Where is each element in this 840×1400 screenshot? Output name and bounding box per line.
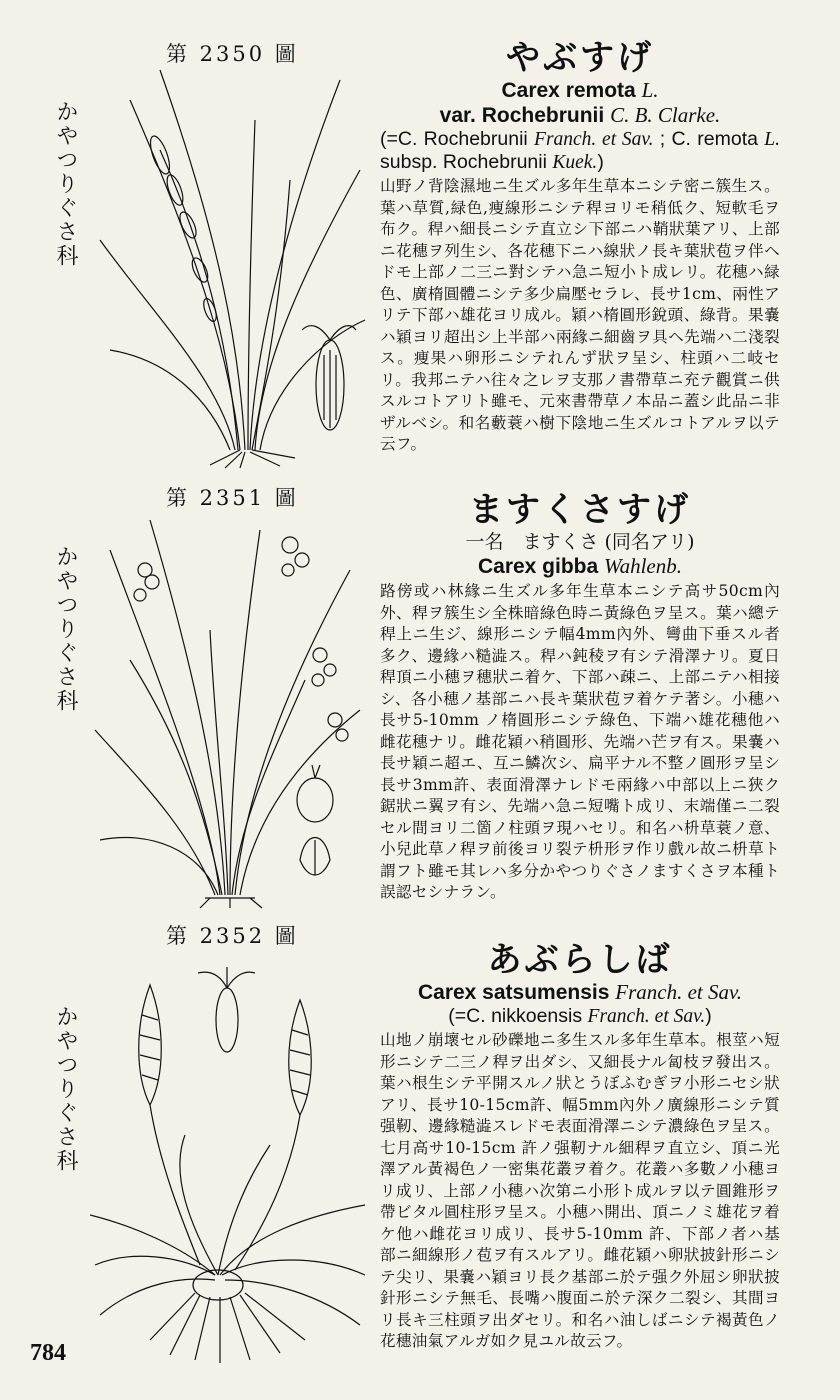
japanese-name: あぶらしば [487,940,673,980]
synonyms [380,128,780,174]
synonym-name: subsp. Rochebrunii [380,151,547,173]
entry-text [380,490,780,904]
scientific-name-author: Franch. et Sav. [615,980,743,1004]
description: 路傍或ハ林緣ニ生ズル多年生草本ニシテ高サ50cm內外、稈ヲ簇生シ全株暗綠色時ニ黃綠色ヲ呈ス。葉ハ總テ稈上ニ生ジ、線形ニシテ幅4mm內外、彎曲下垂スル者多ク、邊緣ハ糙澁ス。稈ハ鈍稜ヲ有シテ滑澤ナリ。夏日稈頂ニ小穗ヲ穗狀ニ着ケ、下部ハ疎ニ、上部ニテハ相接シ、各小穗ノ基部ニハ長キ葉狀苞ヲ着ケテ著シ。小穗ハ長サ5-10mm ノ楕圓形ニシテ綠色、下端ハ雄花穗他ハ雌花穗ナリ。雌花穎ハ稍圓形、先端ハ芒ヲ有ス。果嚢ハ長サ穎ニ超エ、互ニ鱗次シ、扁平ナル不整ノ圓形ヲ呈シ長サ3mm許、表面滑澤ナレドモ兩緣ハ中部以上ニ狹ク鋸狀ニ翼ヲ有シ、先端ハ急ニ短嘴ト成リ、末端僅ニ二裂セル間ヨリ二箇ノ柱頭ヲ現ハセリ。和名ハ枡草蓑ノ意、小兒此草ノ稈ヲ前後ヨリ裂テ枡形ヲ作リ戲ル故ニ枡草ト謂フト雖モ其レハ多分かやつりぐさノますくさヲ本種ト誤認セシナラン。 [380,582,781,901]
entry-2351 [0,470,840,910]
family-label: かやつりぐさ科 [53,1005,78,1173]
entry-2350 [0,0,840,470]
page-number: 784 [30,1340,66,1366]
synonym-author: Kuek. [552,152,598,173]
synonym-close: ) [705,1005,712,1027]
figure-label: 第 2350 圖 [166,42,299,66]
synonym-name: (=C. nikkoensis [448,1005,583,1027]
scientific-name-text: Carex remota [501,79,636,102]
synonym-close: ) [597,151,604,173]
entry-text [380,940,780,1353]
figure-label: 第 2352 圖 [166,924,299,948]
japanese-name: ますくさすげ [469,490,691,530]
synonyms [380,1005,780,1028]
description: 山野ノ背陰濕地ニ生ズル多年生草本ニシテ密ニ簇生ス。葉ハ草質,緑色,痩線形ニシテ稈ヨリモ稍低ク、短軟毛ヲ布ク。稈ハ細長ニシテ直立シ下部ニハ鞘狀葉アリ、上部ニ花穗ヲ列生シ、各花穗下ニハ線狀ノ長キ葉狀苞ヲ伴ヘドモ上部ノ二三ニ對シテハ急ニ短小ト成レリ。花穗ハ緑色、廣楕圓體ニシテ多少扁壓セラレ、長サ1cm、兩性アリテ下部ハ雄花ヨリ成ル。穎ハ楕圓形銳頭、綠背。果嚢ハ穎ヨリ超出シ上半部ハ兩緣ニ細齒ヲ具ヘ先端ハ二淺裂ス。痩果ハ卵形ニシテれんず狀ヲ呈シ、柱頭ハ二岐セリ。我邦ニテハ往々之レヲ支那ノ書帶草ニ充テ觀賞ニ供スルコトアリト雖モ、元來書帶草ノ本品ニ蓋シ此品ニ非ザルベシ。和名藪蓑ハ樹下陰地ニ生ズルコトアルヲ以テ云フ。 [380,177,780,453]
synonym-author: Franch. et Sav. [587,1006,706,1027]
scientific-name-author: Wahlenb. [604,554,683,578]
entry-2352 [0,910,840,1370]
synonym-name: (=C. Rochebrunii [380,128,528,150]
synonym-name: ; C. remota [659,128,758,150]
plant-illustration [90,510,370,910]
variety-name-author: C. B. Clarke. [610,103,721,127]
plant-illustration [90,945,370,1365]
variety-name-text: var. Rochebrunii [439,104,605,127]
synonym-author: L. [764,129,780,150]
entry-text [380,38,780,456]
scientific-name [380,78,780,103]
scientific-name-text: Carex gibba [477,555,599,578]
scientific-name-text: Carex satsumensis [417,981,610,1004]
plant-illustration [90,60,370,470]
scientific-name [380,980,780,1005]
description: 山地ノ崩壞セル砂礫地ニ多生スル多年生草本。根莖ハ短形ニシテ二三ノ稈ヲ出ダシ、又細長ナル匐枝ヲ發出ス。葉ハ根生シテ平開スルノ狀とうぼふむぎヲ小形ニセシ狀アリ、長サ10-15cm許、幅5mm內外ノ廣線形ニシテ質强靭、邊緣糙澁スレドモ表面滑澤ニシテ濃綠色ヲ呈ス。七月高サ10-15cm 許ノ强靭ナル細稈ヲ直立シ、頂ニ光澤アル黃褐色ノ一密集花叢ヲ着ク。花叢ハ多數ノ小穗ヨリ成リ、上部ノ小穗ハ次第ニ小形ト成ルヲ以テ圓錐形ヲ帶ビタル圓柱形ヲ呈ス。小穗ハ開出、頂ニノミ雄花ヲ着ケ他ハ雌花ヨリ成リ、長サ5-10mm 許、下部ノ者ハ基部ニ細線形ノ苞ヲ有スルアリ。雌花穎ハ卵狀披針形ニシテ尖リ、果嚢ハ穎ヨリ長ク基部ニ於テ强ク外屈シ卵狀披針形ニシテ無毛、長嘴ハ腹面ニ於テ深ク二裂シ、其間ヨリ長キ三柱頭ヲ出ダセリ。和名ハ油しばニシテ褐黃色ノ花穗油氣アルガ如ク見ユル故云フ。 [380,1031,780,1350]
alternate-name: 一名 ますくさ (同名アリ) [465,531,695,553]
figure-label: 第 2351 圖 [166,486,299,510]
family-label: かやつりぐさ科 [53,100,78,268]
variety-name [380,103,780,128]
family-label: かやつりぐさ科 [53,545,78,713]
scientific-name [380,554,780,579]
synonym-author: Franch. et Sav. [534,129,654,150]
scientific-name-author: L. [641,78,659,102]
japanese-name: やぶすげ [506,38,654,78]
